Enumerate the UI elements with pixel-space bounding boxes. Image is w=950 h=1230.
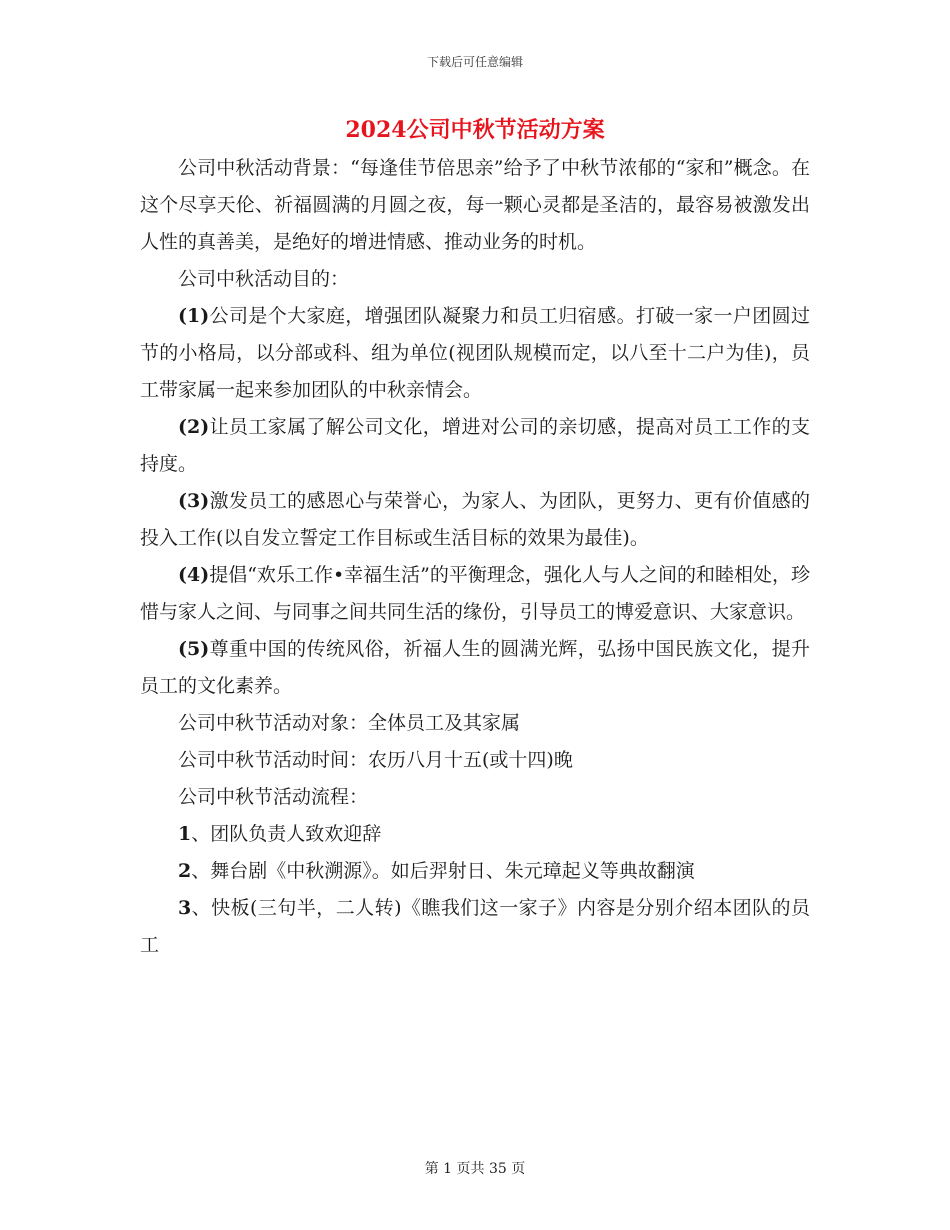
paragraph-process-heading — [140, 779, 810, 816]
paragraph-number: (4) — [178, 564, 210, 586]
paragraph-text: 公司中秋活动目的： — [178, 268, 350, 290]
paragraph-target — [140, 705, 810, 742]
paragraph-process-2 — [140, 853, 810, 890]
paragraph-purpose-4 — [140, 557, 810, 631]
document-body — [140, 150, 810, 964]
paragraph-text: 、团队负责人致欢迎辞 — [191, 823, 382, 845]
paragraph-number: (3) — [178, 490, 210, 512]
paragraph-purpose-3 — [140, 483, 810, 557]
paragraph-text: 公司是个大家庭，增强团队凝聚力和员工归宿感。打破一家一户团圆过节的小格局，以分部或科、组为单位(视团队规模而定，以八至十二户为佳)，员工带家属一起来参加团队的中秋亲情会。 — [140, 305, 810, 401]
paragraph-purpose-1 — [140, 298, 810, 409]
paragraph-text: 、舞台剧《中秋溯源》。如后羿射日、朱元璋起义等典故翻演 — [191, 860, 695, 882]
paragraph-text: 公司中秋节活动时间：农历八月十五(或十四)晚 — [178, 749, 573, 771]
paragraph-text: 公司中秋活动背景：“每逢佳节倍思亲”给予了中秋节浓郁的“家和”概念。在这个尽享天伦、祈福圆满的月圆之夜，每一颗心灵都是圣洁的，最容易被激发出人性的真善美，是绝好的增进情感、推动业务的时机。 — [140, 157, 810, 253]
paragraph-text: 公司中秋节活动流程： — [178, 786, 369, 808]
paragraph-purpose-heading — [140, 261, 810, 298]
paragraph-text: 尊重中国的传统风俗，祈福人生的圆满光辉，弘扬中国民族文化，提升员工的文化素养。 — [140, 638, 810, 697]
paragraph-text: 提倡“欢乐工作•幸福生活”的平衡理念，强化人与人之间的和睦相处，珍惜与家人之间、与同事之间共同生活的缘份，引导员工的博爱意识、大家意识。 — [140, 564, 810, 623]
paragraph-number: 3 — [178, 897, 192, 919]
paragraph-number: (1) — [178, 305, 210, 327]
paragraph-text: 让员工家属了解公司文化，增进对公司的亲切感，提高对员工工作的支持度。 — [140, 416, 810, 475]
paragraph-purpose-5 — [140, 631, 810, 705]
header-note: 下载后可任意编辑 — [426, 55, 523, 69]
paragraph-text: 、快板(三句半，二人转)《瞧我们这一家子》内容是分别介绍本团队的员工 — [140, 897, 810, 956]
paragraph-text: 公司中秋节活动对象：全体员工及其家属 — [178, 712, 521, 734]
page-number: 第 1 页共 35 页 — [424, 1161, 526, 1177]
paragraph-number: 2 — [178, 860, 192, 882]
paragraph-background — [140, 150, 810, 261]
paragraph-time — [140, 742, 810, 779]
paragraph-process-1 — [140, 816, 810, 853]
paragraph-number: (5) — [178, 638, 210, 660]
paragraph-number: 1 — [178, 823, 192, 845]
paragraph-process-3 — [140, 890, 810, 964]
paragraph-text: 激发员工的感恩心与荣誉心，为家人、为团队，更努力、更有价值感的投入工作(以自发立誓定工作目标或生活目标的效果为最佳)。 — [140, 490, 810, 549]
document-title: 2024公司中秋节活动方案 — [345, 117, 605, 143]
paragraph-purpose-2 — [140, 409, 810, 483]
paragraph-number: (2) — [178, 416, 210, 438]
